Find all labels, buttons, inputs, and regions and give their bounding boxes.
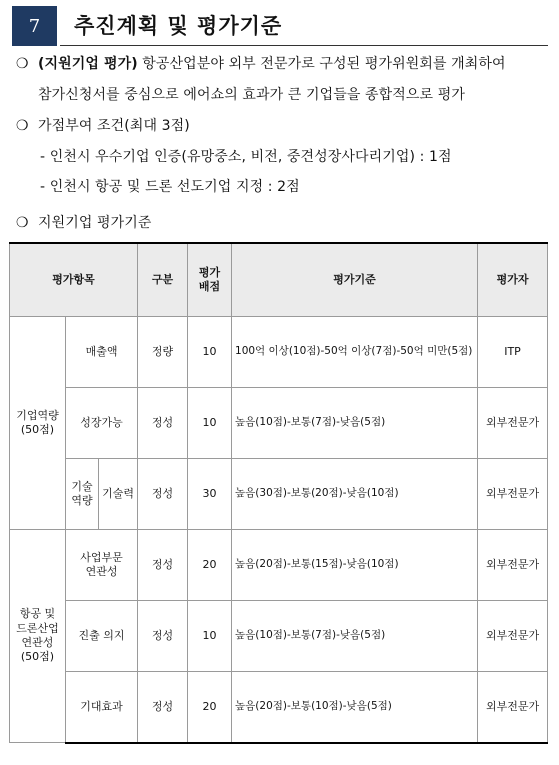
row-item: 기술력: [99, 459, 138, 530]
row-criteria: 높음(20점)-보통(15점)-낮음(10점): [232, 530, 478, 601]
criteria-heading: 지원기업 평가기준: [38, 215, 152, 231]
table-row: [10, 388, 548, 459]
intro-item-evaluation: [16, 53, 506, 73]
row-evaluator: 외부전문가: [478, 388, 548, 459]
row-item: 사업부문 연관성: [66, 530, 138, 601]
row-item: 매출액: [66, 317, 138, 388]
intro-item-text: 항공산업분야 외부 전문가로 구성된 평가위원회를 개최하여: [137, 56, 506, 72]
group-label-relevance: 항공 및 드론산업 연관성 (50점): [10, 530, 66, 743]
header-points: 평가 배점: [188, 243, 232, 317]
row-type: 정량: [138, 317, 188, 388]
table-header-row: [10, 243, 548, 317]
row-criteria: 높음(10점)-보통(7점)-낮음(5점): [232, 388, 478, 459]
row-type: 정성: [138, 530, 188, 601]
title-underline: [60, 45, 548, 46]
table-row: [10, 601, 548, 672]
intro-item-bonus: [16, 115, 190, 135]
section-title: 추진계획 및 평가기준: [74, 14, 283, 38]
row-type: 정성: [138, 388, 188, 459]
row-item: 성장가능: [66, 388, 138, 459]
row-evaluator: 외부전문가: [478, 459, 548, 530]
table-row: [10, 317, 548, 388]
row-subgroup: 기술 역량: [66, 459, 99, 530]
table-row: [10, 459, 548, 530]
circle-bullet-icon: ❍: [16, 215, 29, 231]
row-criteria: 높음(30점)-보통(20점)-낮음(10점): [232, 459, 478, 530]
evaluation-table: [9, 242, 548, 744]
bonus-sub-item-2: - 인천시 항공 및 드론 선도기업 지정 : 2점: [40, 179, 300, 195]
bonus-heading: 가점부여 조건(최대 3점): [38, 118, 190, 134]
section-number: 7: [12, 6, 57, 46]
intro-item-lead: (지원기업 평가): [38, 56, 138, 72]
intro-item-continuation: 참가신청서를 중심으로 에어쇼의 효과가 큰 기업들을 종합적으로 평가: [38, 87, 465, 103]
section-header: [12, 6, 548, 46]
row-points: 20: [188, 530, 232, 601]
header-criteria: 평가기준: [232, 243, 478, 317]
header-evaluator: 평가자: [478, 243, 548, 317]
row-item: 진출 의지: [66, 601, 138, 672]
table-row: [10, 672, 548, 743]
row-item: 기대효과: [66, 672, 138, 743]
row-evaluator: ITP: [478, 317, 548, 388]
row-points: 20: [188, 672, 232, 743]
circle-bullet-icon: ❍: [16, 56, 29, 72]
row-criteria: 100억 이상(10점)-50억 이상(7점)-50억 미만(5점): [232, 317, 478, 388]
row-points: 30: [188, 459, 232, 530]
row-type: 정성: [138, 672, 188, 743]
row-evaluator: 외부전문가: [478, 530, 548, 601]
row-evaluator: 외부전문가: [478, 672, 548, 743]
header-type: 구분: [138, 243, 188, 317]
header-item: 평가항목: [10, 243, 138, 317]
row-criteria: 높음(20점)-보통(10점)-낮음(5점): [232, 672, 478, 743]
row-points: 10: [188, 601, 232, 672]
row-criteria: 높음(10점)-보통(7점)-낮음(5점): [232, 601, 478, 672]
bonus-sub-item-1: - 인천시 우수기업 인증(유망중소, 비전, 중견성장사다리기업) : 1점: [40, 149, 452, 165]
row-evaluator: 외부전문가: [478, 601, 548, 672]
row-points: 10: [188, 317, 232, 388]
row-type: 정성: [138, 459, 188, 530]
row-type: 정성: [138, 601, 188, 672]
row-points: 10: [188, 388, 232, 459]
group-label-capability: 기업역량 (50점): [10, 317, 66, 530]
circle-bullet-icon: ❍: [16, 118, 29, 134]
table-row: [10, 530, 548, 601]
intro-item-criteria: [16, 212, 152, 232]
